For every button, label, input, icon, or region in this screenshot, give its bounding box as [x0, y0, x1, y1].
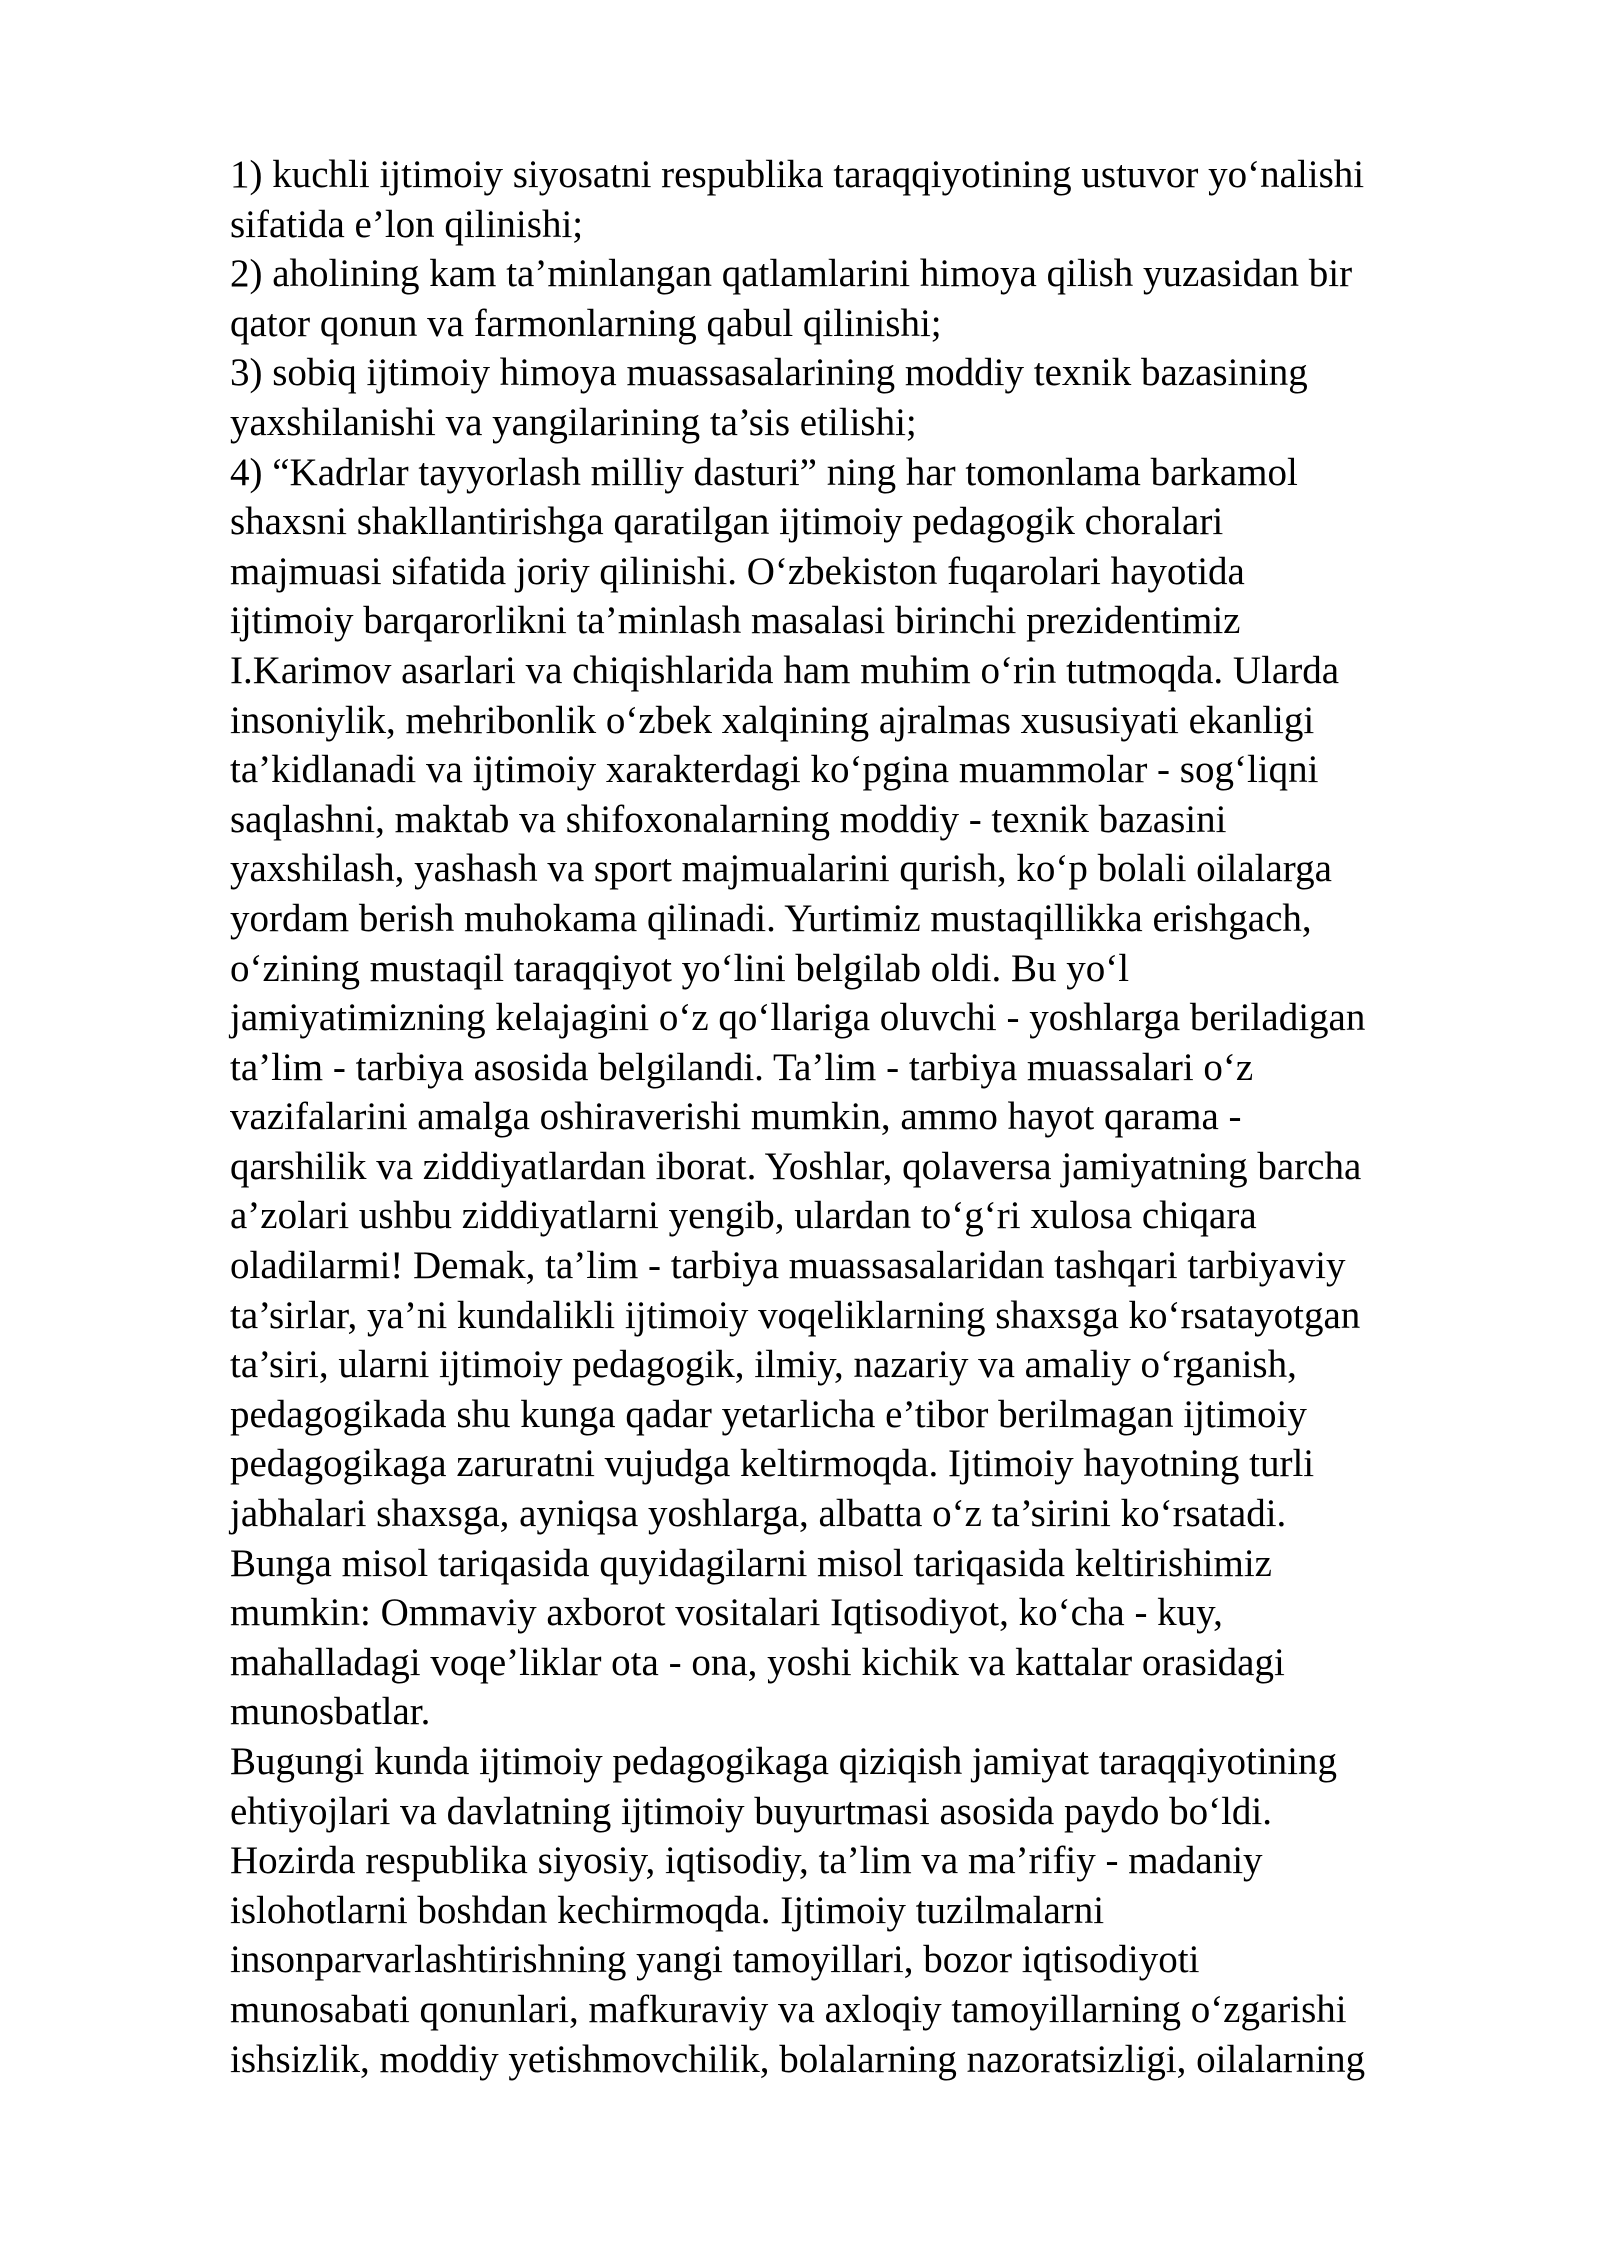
text-line: yordam berish muhokama qilinadi. Yurtimiz mustaqillikka erishgach,	[230, 896, 1312, 940]
text-line: ta’lim - tarbiya asosida belgilandi. Ta’lim - tarbiya muassalari o‘z	[230, 1045, 1254, 1089]
text-line: Bugungi kunda ijtimoiy pedagogikaga qiziqish jamiyat taraqqiyotining	[230, 1740, 1337, 1783]
text-line: ta’kidlanadi va ijtimoiy xarakterdagi ko‘pgina muammolar - sog‘liqni	[230, 748, 1319, 792]
text-line: jamiyatimizning kelajagini o‘z qo‘llariga oluvchi - yoshlarga beriladigan	[230, 996, 1366, 1040]
text-line: ehtiyojlari va davlatning ijtimoiy buyurtmasi asosida paydo bo‘ldi.	[230, 1789, 1272, 1833]
text-line: pedagogikaga zaruratni vujudga keltirmoqda. Ijtimoiy hayotning turli	[230, 1442, 1315, 1486]
text-line: majmuasi sifatida joriy qilinishi. O‘zbekiston fuqarolari hayotida	[230, 549, 1245, 593]
text-line: Hozirda respublika siyosiy, iqtisodiy, ta’lim va ma’rifiy - madaniy	[230, 1839, 1263, 1883]
text-line: ishsizlik, moddiy yetishmovchilik, bolalarning nazoratsizligi, oilalarning	[230, 2037, 1366, 2081]
text-line: islohotlarni boshdan kechirmoqda. Ijtimoiy tuzilmalarni	[230, 1888, 1105, 1932]
text-line: jabhalari shaxsga, ayniqsa yoshlarga, albatta o‘z ta’sirini ko‘rsatadi.	[230, 1492, 1287, 1536]
text-line: 4) “Kadrlar tayyorlash milliy dasturi” ning har tomonlama barkamol	[230, 450, 1298, 494]
text-line: ta’siri, ularni ijtimoiy pedagogik, ilmiy, nazariy va amaliy o‘rganish,	[230, 1343, 1297, 1387]
document-page	[230, 150, 1520, 2084]
text-line: insoniylik, mehribonlik o‘zbek xalqining ajralmas xususiyati ekanligi	[230, 698, 1315, 742]
text-line: insonparvarlashtirishning yangi tamoyillari, bozor iqtisodiyoti	[230, 1938, 1200, 1982]
text-line: 1) kuchli ijtimoiy siyosatni respublika taraqqiyotining ustuvor yo‘nalishi	[230, 153, 1365, 196]
text-line: 3) sobiq ijtimoiy himoya muassasalarining moddiy texnik bazasining	[230, 351, 1308, 395]
text-line: oladilarmi! Demak, ta’lim - tarbiya muassasalaridan tashqari tarbiyaviy	[230, 1244, 1346, 1288]
text-line: mahalladagi voqe’liklar ota - ona, yoshi kichik va kattalar orasidagi	[230, 1640, 1285, 1684]
text-line: 2) aholining kam ta’minlangan qatlamlarini himoya qilish yuzasidan bir	[230, 252, 1353, 296]
text-line: I.Karimov asarlari va chiqishlarida ham muhim o‘rin tutmoqda. Ularda	[230, 648, 1340, 692]
text-line: mumkin: Ommaviy axborot vositalari Iqtisodiyot, ko‘cha - kuy,	[230, 1591, 1223, 1635]
text-line: munosbatlar.	[230, 1690, 431, 1734]
text-line: saqlashni, maktab va shifoxonalarning moddiy - texnik bazasini	[230, 797, 1227, 841]
text-line: Bunga misol tariqasida quyidagilarni misol tariqasida keltirishimiz	[230, 1541, 1272, 1585]
text-line: qarshilik va ziddiyatlardan iborat. Yoshlar, qolaversa jamiyatning barcha	[230, 1144, 1362, 1188]
text-line: yaxshilash, yashash va sport majmualarini qurish, ko‘p bolali oilalarga	[230, 847, 1332, 891]
text-line: pedagogikada shu kunga qadar yetarlicha e’tibor berilmagan ijtimoiy	[230, 1392, 1307, 1436]
text-line: yaxshilanishi va yangilarining ta’sis etilishi;	[230, 400, 917, 444]
text-line: vazifalarini amalga oshiraverishi mumkin, ammo hayot qarama -	[230, 1095, 1242, 1139]
text-line: o‘zining mustaqil taraqqiyot yo‘lini belgilab oldi. Bu yo‘l	[230, 946, 1130, 990]
text-line: sifatida e’lon qilinishi;	[230, 202, 584, 246]
text-line: munosabati qonunlari, mafkuraviy va axloqiy tamoyillarning o‘zgarishi	[230, 1987, 1347, 2031]
text-line: a’zolari ushbu ziddiyatlarni yengib, ulardan to‘g‘ri xulosa chiqara	[230, 1194, 1257, 1238]
text-line: qator qonun va farmonlarning qabul qilinishi;	[230, 301, 942, 345]
text-line: ijtimoiy barqarorlikni ta’minlash masalasi birinchi prezidentimiz	[230, 599, 1241, 643]
text-line: ta’sirlar, ya’ni kundalikli ijtimoiy voqeliklarning shaxsga ko‘rsatayotgan	[230, 1293, 1361, 1337]
text-line: shaxsni shakllantirishga qaratilgan ijtimoiy pedagogik choralari	[230, 500, 1224, 544]
